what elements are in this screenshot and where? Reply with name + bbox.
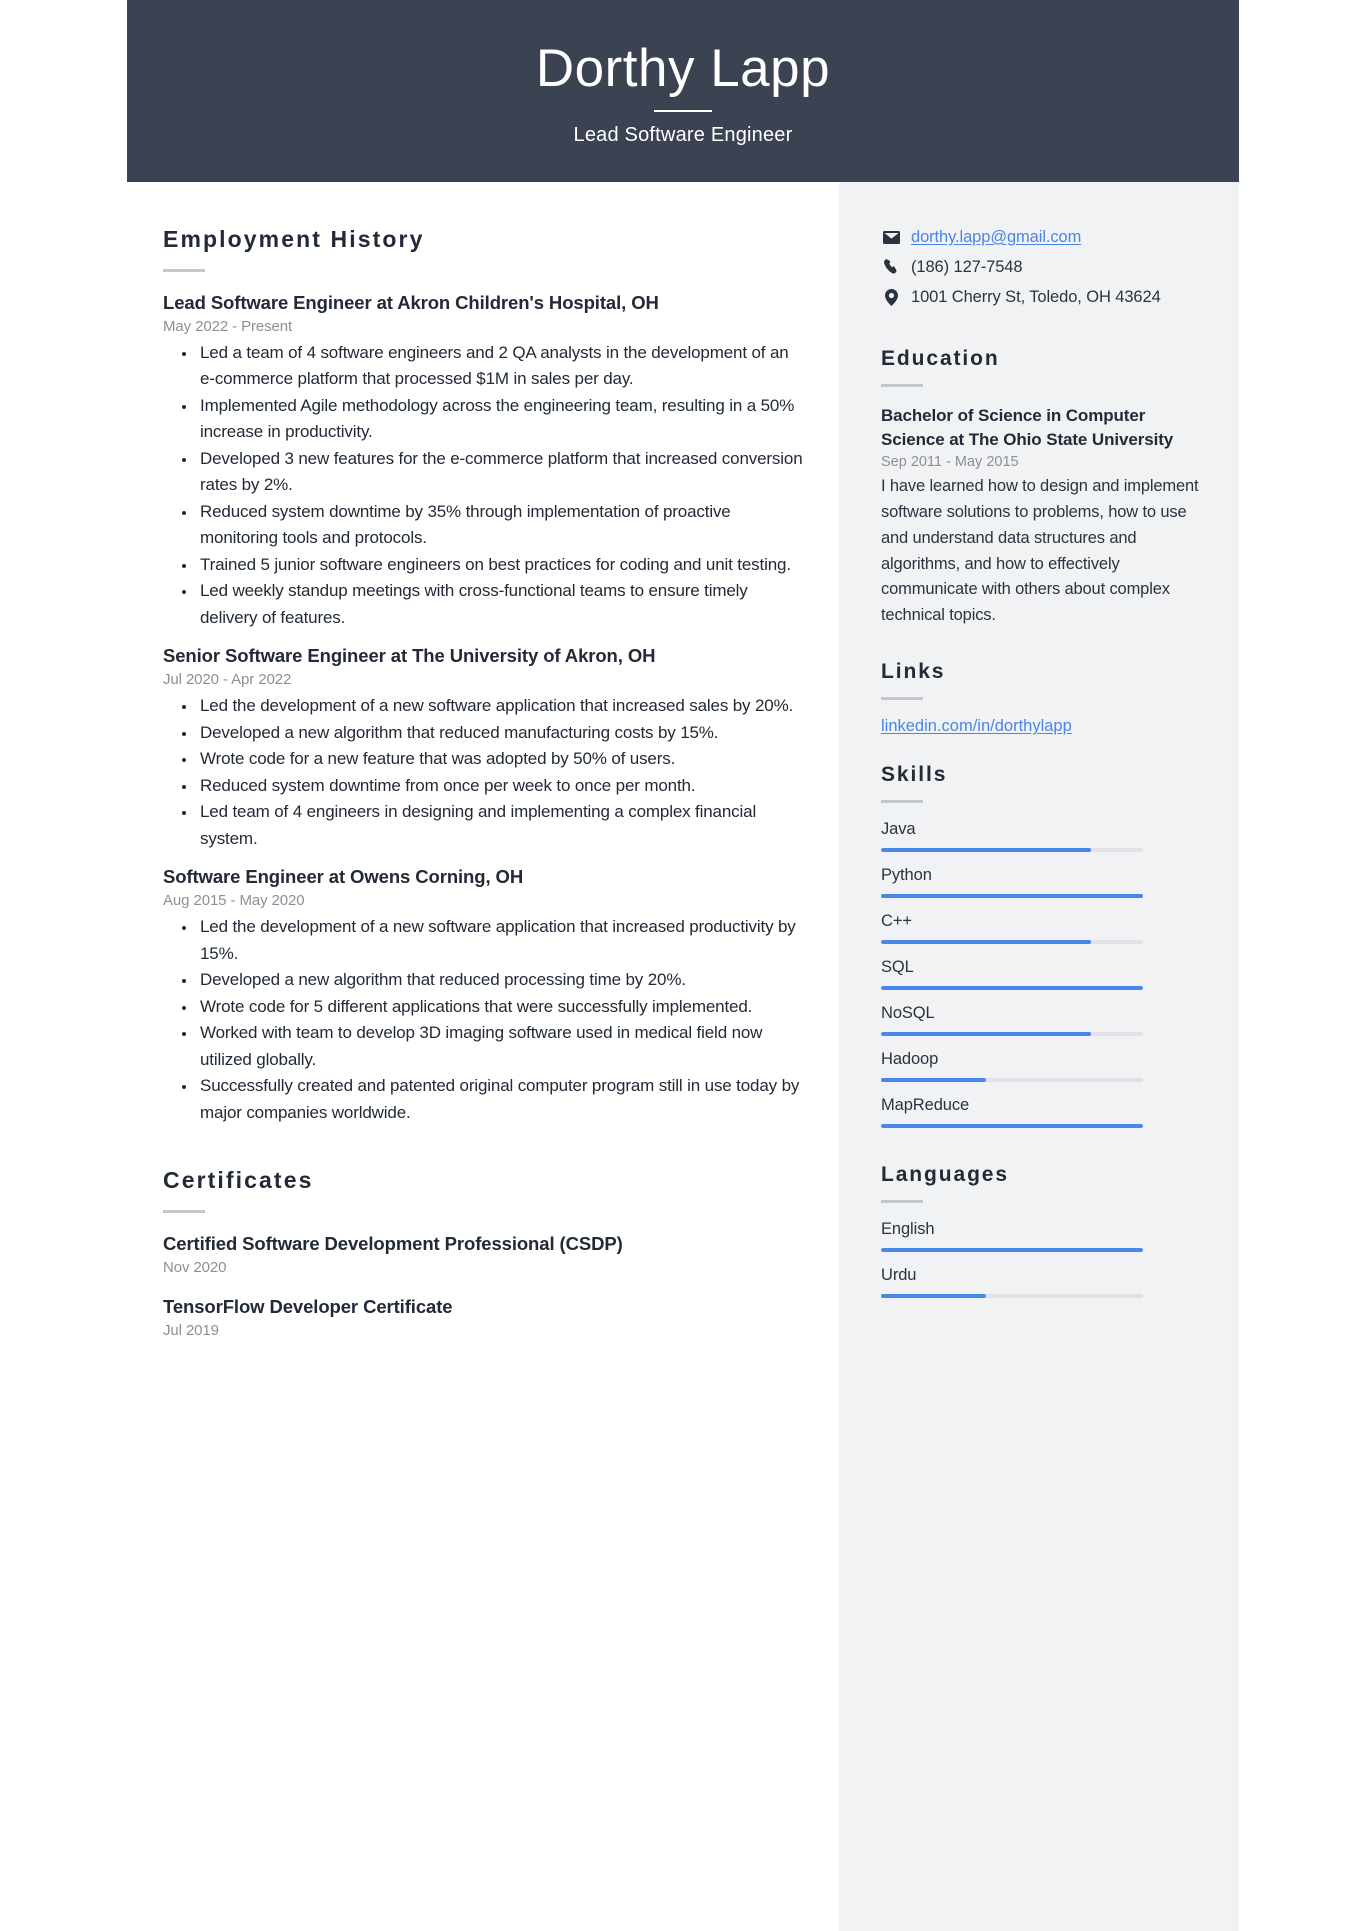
candidate-name: Dorthy Lapp <box>535 39 831 99</box>
job-list <box>163 291 803 1127</box>
certificates-section <box>163 1167 803 1339</box>
employment-history-heading: Employment History <box>163 226 425 252</box>
links-heading: Links <box>881 659 946 683</box>
language-label: Urdu <box>881 1266 917 1285</box>
skill <box>881 1096 1209 1128</box>
contact-value: (186) 127-7548 <box>911 257 1023 276</box>
job-date-range: May 2022 - Present <box>163 317 293 335</box>
certificate-list <box>163 1232 803 1339</box>
job-title: Senior Software Engineer at The University of Akron, OH <box>163 645 656 667</box>
job-bullet: • Implemented Agile methodology across the engineering team, resulting in a 50% increase in productivity. <box>197 393 803 446</box>
job-date-range: Aug 2015 - May 2020 <box>163 892 305 910</box>
section-spacer <box>163 1139 803 1167</box>
skill-label: MapReduce <box>881 1096 970 1115</box>
candidate-job-title: Lead Software Engineer <box>573 123 793 146</box>
language-level-fill <box>881 1248 1143 1252</box>
skill-label: NoSQL <box>881 1004 935 1023</box>
skill-level-fill <box>881 1078 986 1082</box>
employment-history-section <box>163 226 803 1126</box>
job-bullet: • Reduced system downtime by 35% through implementation of proactive monitoring tools and protocols. <box>197 499 803 552</box>
profile-link[interactable]: linkedin.com/in/dorthylapp <box>881 717 1072 736</box>
skill-label: Python <box>881 866 932 885</box>
links-section <box>881 659 1209 736</box>
education-date-range: Sep 2011 - May 2015 <box>881 454 1019 471</box>
section-divider <box>881 384 923 387</box>
skill-level-track <box>881 940 1143 944</box>
contact-row <box>881 286 1209 308</box>
certificate-date: Jul 2019 <box>163 1321 219 1339</box>
contact-row <box>881 256 1209 278</box>
certificate-title: TensorFlow Developer Certificate <box>163 1295 453 1317</box>
certificate-entry <box>163 1232 803 1276</box>
envelope-icon <box>881 231 901 244</box>
resume-page <box>127 0 1239 1931</box>
phone-icon <box>881 259 901 275</box>
skill-level-fill <box>881 894 1143 898</box>
language <box>881 1220 1209 1252</box>
skill <box>881 1050 1209 1082</box>
languages-heading: Languages <box>881 1163 1009 1187</box>
language-list <box>881 1220 1209 1298</box>
skill <box>881 1004 1209 1036</box>
job-entry <box>163 865 803 1126</box>
language-label: English <box>881 1220 935 1239</box>
contact-value[interactable]: dorthy.lapp@gmail.com <box>911 227 1082 246</box>
education-list <box>881 404 1209 629</box>
section-divider <box>163 269 205 272</box>
certificate-entry <box>163 1295 803 1339</box>
sidebar-column <box>839 182 1239 1931</box>
resume-body <box>127 182 1239 1931</box>
skill-level-fill <box>881 1032 1091 1036</box>
job-bullet: • Successfully created and patented original computer program still in use today by major companies worldwide. <box>197 1073 803 1126</box>
education-entry <box>881 404 1209 629</box>
skill-level-track <box>881 894 1143 898</box>
job-bullet-list <box>163 914 803 1126</box>
language-level-track <box>881 1294 1143 1298</box>
job-bullet: • Developed a new algorithm that reduced processing time by 20%. <box>197 967 803 994</box>
skill-level-track <box>881 986 1143 990</box>
education-degree: Bachelor of Science in Computer Science at The Ohio State University <box>881 406 1174 450</box>
language <box>881 1266 1209 1298</box>
skill-list <box>881 820 1209 1128</box>
contact-details <box>881 226 1209 308</box>
section-spacer <box>881 1142 1209 1162</box>
skill-label: Hadoop <box>881 1050 939 1069</box>
skill <box>881 866 1209 898</box>
section-spacer <box>881 639 1209 659</box>
job-bullet: • Led a team of 4 software engineers and 2 QA analysts in the development of an e-commerce platform that processed $1M in sales per day. <box>197 340 803 393</box>
location-pin-icon <box>881 289 901 306</box>
certificate-title: Certified Software Development Professional (CSDP) <box>163 1232 623 1254</box>
language-level-fill <box>881 1294 986 1298</box>
education-section <box>881 346 1209 629</box>
skill <box>881 912 1209 944</box>
skill-level-track <box>881 1124 1143 1128</box>
contact-value: 1001 Cherry St, Toledo, OH 43624 <box>911 287 1161 306</box>
job-bullet-list <box>163 693 803 852</box>
certificate-date: Nov 2020 <box>163 1258 227 1276</box>
contact-row <box>881 226 1209 248</box>
skill-level-track <box>881 1032 1143 1036</box>
resume-header <box>127 0 1239 182</box>
section-spacer <box>881 742 1209 762</box>
job-bullet: • Wrote code for a new feature that was adopted by 50% of users. <box>197 746 803 773</box>
certificates-heading: Certificates <box>163 1167 314 1194</box>
job-bullet-list <box>163 340 803 632</box>
job-bullet: • Led the development of a new software application that increased sales by 20%. <box>197 693 803 720</box>
section-divider <box>881 697 923 700</box>
job-bullet: • Led team of 4 engineers in designing and implementing a complex financial system. <box>197 799 803 852</box>
job-entry <box>163 291 803 632</box>
job-bullet: • Developed 3 new features for the e-commerce platform that increased conversion rates by 2%. <box>197 446 803 499</box>
main-column <box>127 182 839 1931</box>
job-bullet: • Wrote code for 5 different applications that were successfully implemented. <box>197 994 803 1021</box>
section-divider <box>881 1200 923 1203</box>
education-description: I have learned how to design and implement software solutions to problems, how to use and understand data structures and algorithms, and how to effectively communicate with others about complex technical topics. <box>881 477 1199 625</box>
skill-level-fill <box>881 1124 1143 1128</box>
skill-level-fill <box>881 940 1091 944</box>
job-entry <box>163 644 803 852</box>
job-bullet: • Developed a new algorithm that reduced manufacturing costs by 15%. <box>197 720 803 747</box>
education-heading: Education <box>881 347 1000 370</box>
skill-label: Java <box>881 820 916 839</box>
job-bullet: • Trained 5 junior software engineers on best practices for coding and unit testing. <box>197 552 803 579</box>
job-title: Lead Software Engineer at Akron Children's Hospital, OH <box>163 291 659 313</box>
skill-level-track <box>881 1078 1143 1082</box>
job-date-range: Jul 2020 - Apr 2022 <box>163 671 292 689</box>
section-divider <box>881 800 923 803</box>
skill-level-track <box>881 848 1143 852</box>
skill <box>881 820 1209 852</box>
skill <box>881 958 1209 990</box>
job-bullet: • Reduced system downtime from once per week to once per month. <box>197 773 803 800</box>
skills-section <box>881 762 1209 1128</box>
languages-section <box>881 1162 1209 1298</box>
skill-level-fill <box>881 848 1091 852</box>
skill-label: C++ <box>881 912 912 931</box>
link-list <box>881 717 1209 736</box>
header-divider <box>654 110 712 112</box>
job-bullet: • Led the development of a new software application that increased productivity by 15%. <box>197 914 803 967</box>
job-bullet: • Led weekly standup meetings with cross-functional teams to ensure timely delivery of features. <box>197 578 803 631</box>
job-title: Software Engineer at Owens Corning, OH <box>163 866 524 888</box>
skill-label: SQL <box>881 958 914 977</box>
skill-level-fill <box>881 986 1143 990</box>
skills-heading: Skills <box>881 763 948 787</box>
section-divider <box>163 1210 205 1213</box>
job-bullet: • Worked with team to develop 3D imaging software used in medical field now utilized globally. <box>197 1020 803 1073</box>
language-level-track <box>881 1248 1143 1252</box>
